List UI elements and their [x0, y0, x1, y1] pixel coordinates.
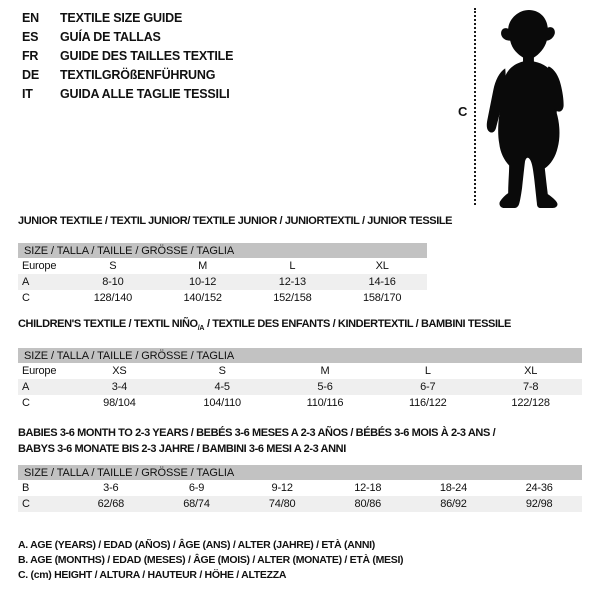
- size-table-babies: [18, 465, 582, 512]
- title-line-1: BABIES 3-6 MONTH TO 2-3 YEARS / BEBÉS 3-6 MESES A 2-3 AÑOS / BÉBÉS 3-6 MOIS À 2-3 ANS /: [18, 427, 496, 439]
- table-cell: XS: [112, 365, 127, 377]
- language-row-fr: [22, 47, 233, 66]
- language-label: TEXTILE SIZE GUIDE: [60, 11, 183, 25]
- height-dotted-line: [474, 8, 476, 205]
- section-title-children: [18, 318, 511, 332]
- table-cell: 6-9: [188, 482, 205, 494]
- language-label: GUIDE DES TAILLES TEXTILE: [60, 49, 234, 63]
- table-row: [18, 363, 582, 379]
- table-cell: 7-8: [479, 379, 582, 395]
- table-row: [18, 290, 427, 306]
- title-rest: / TEXTILE DES ENFANTS / KINDERTEXTIL / BAMBINI TESSILE: [204, 318, 511, 330]
- section-title-junior: JUNIOR TEXTILE / TEXTIL JUNIOR/ TEXTILE JUNIOR / JUNIORTEXTIL / JUNIOR TESSILE: [18, 215, 453, 227]
- size-table-header: [18, 465, 582, 480]
- size-table-header: [18, 243, 427, 258]
- table-cell: 8-10: [68, 274, 158, 290]
- table-cell: 110/116: [306, 397, 344, 409]
- size-table-header: [18, 348, 582, 363]
- language-code: IT: [22, 87, 33, 101]
- table-cell: Europe: [22, 365, 57, 377]
- table-row: [18, 379, 582, 395]
- language-row-es: [22, 28, 233, 47]
- table-cell: 12-13: [248, 274, 338, 290]
- table-cell: S: [109, 260, 117, 272]
- table-cell: 24-36: [525, 482, 553, 494]
- table-cell: 62/68: [68, 496, 154, 512]
- table-cell: 152/158: [273, 292, 312, 304]
- table-cell: 98/104: [103, 397, 136, 409]
- language-row-de: [22, 66, 233, 85]
- table-cell: 9-12: [271, 482, 293, 494]
- legend-line-b: B. AGE (MONTHS) / EDAD (MESES) / ÂGE (MOIS) / ALTER (MONATE) / ETÀ (MESI): [18, 554, 404, 566]
- title-subscript: /A: [197, 325, 205, 333]
- table-cell: 116/122: [409, 397, 447, 409]
- table-cell: C: [18, 496, 68, 512]
- table-cell: XL: [375, 260, 389, 272]
- table-cell: 92/98: [496, 496, 582, 512]
- table-cell: 6-7: [376, 379, 479, 395]
- size-table-children: [18, 348, 582, 411]
- baby-silhouette-icon: [483, 7, 567, 211]
- table-row: [18, 480, 582, 496]
- legend-line-c: C. (cm) HEIGHT / ALTURA / HAUTEUR / HÖHE / ALTEZZA: [18, 569, 287, 581]
- size-header-label: SIZE / TALLA / TAILLE / GRÖSSE / TAGLIA: [18, 243, 427, 258]
- table-cell: 5-6: [274, 379, 377, 395]
- language-code: ES: [22, 30, 39, 44]
- table-cell: 3-6: [103, 482, 119, 494]
- table-cell: 10-12: [158, 274, 248, 290]
- table-cell: 122/128: [511, 397, 550, 409]
- size-header-label: SIZE / TALLA / TAILLE / GRÖSSE / TAGLIA: [18, 465, 582, 480]
- title-line-2: BABYS 3-6 MONATE BIS 2-3 JAHRE / BAMBINI 3-6 MESI A 2-3 ANNI: [18, 443, 346, 455]
- table-row: [18, 496, 582, 512]
- language-code: FR: [22, 49, 39, 63]
- table-cell: A: [18, 274, 68, 290]
- table-cell: L: [424, 365, 431, 377]
- table-cell: XL: [524, 365, 538, 377]
- table-cell: 140/152: [183, 292, 222, 304]
- language-label: TEXTILGRÖßENFÜHRUNG: [60, 68, 216, 82]
- table-cell: C: [22, 292, 30, 304]
- table-row: [18, 274, 427, 290]
- language-label: GUÍA DE TALLAS: [60, 30, 161, 44]
- table-cell: 18-24: [439, 482, 468, 494]
- language-header: [22, 9, 233, 104]
- measurement-legend: [18, 538, 403, 583]
- table-cell: S: [218, 365, 226, 377]
- table-cell: 104/110: [203, 397, 241, 409]
- language-row-en: [22, 9, 233, 28]
- table-cell: B: [22, 482, 30, 494]
- title-main: CHILDREN'S TEXTILE / TEXTIL NIÑO: [18, 318, 198, 330]
- size-header-label: SIZE / TALLA / TAILLE / GRÖSSE / TAGLIA: [18, 348, 582, 363]
- table-cell: 12-18: [354, 482, 382, 494]
- height-measure-label: C: [458, 104, 468, 119]
- language-code: EN: [22, 11, 39, 25]
- table-cell: 3-4: [68, 379, 171, 395]
- table-cell: M: [320, 365, 330, 377]
- table-cell: A: [18, 379, 68, 395]
- table-cell: M: [198, 260, 208, 272]
- table-cell: L: [289, 260, 296, 272]
- language-label: GUIDA ALLE TAGLIE TESSILI: [60, 87, 230, 101]
- table-cell: 14-16: [337, 274, 427, 290]
- table-cell: 128/140: [93, 292, 133, 304]
- table-cell: C: [22, 397, 30, 409]
- table-cell: Europe: [22, 260, 57, 272]
- table-cell: 80/86: [325, 496, 411, 512]
- table-cell: 4-5: [171, 379, 274, 395]
- table-row: [18, 258, 427, 274]
- table-cell: 74/80: [239, 496, 325, 512]
- section-title-babies: [18, 425, 495, 457]
- table-row: [18, 395, 582, 411]
- table-cell: 86/92: [411, 496, 497, 512]
- language-row-it: [22, 85, 233, 104]
- table-cell: 68/74: [154, 496, 240, 512]
- language-code: DE: [22, 68, 39, 82]
- size-table-junior: [18, 243, 427, 306]
- table-cell: 158/170: [362, 292, 402, 304]
- legend-line-a: A. AGE (YEARS) / EDAD (AÑOS) / ÂGE (ANS) / ALTER (JAHRE) / ETÀ (ANNI): [18, 539, 375, 551]
